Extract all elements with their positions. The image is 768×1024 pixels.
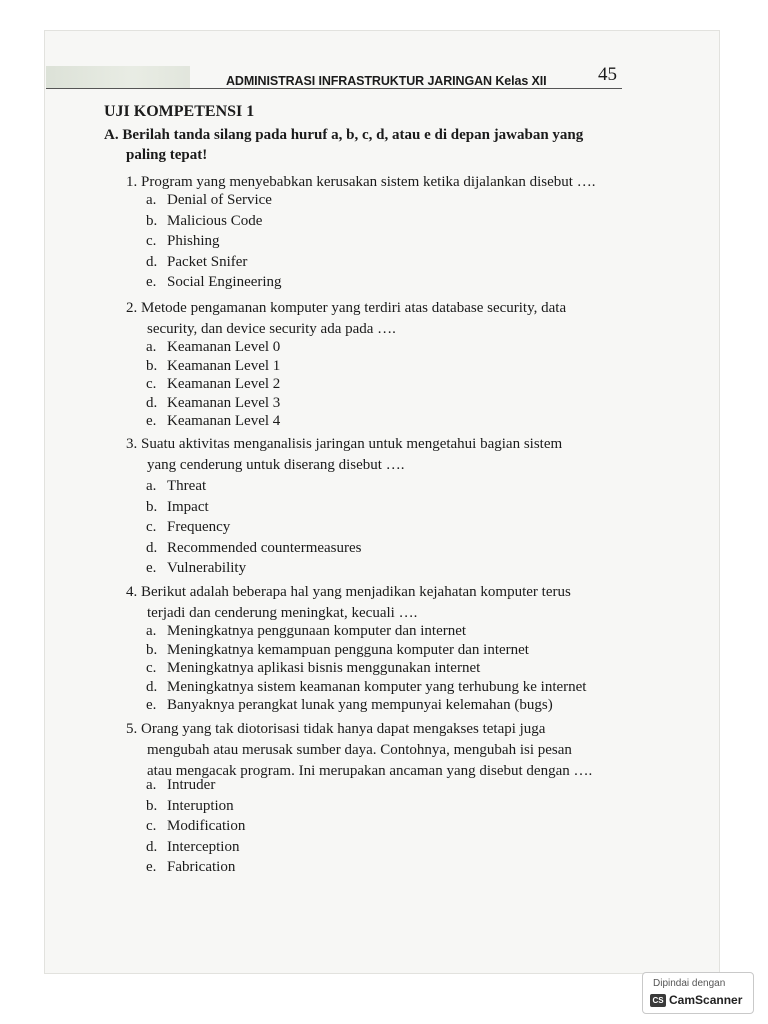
running-header: ADMINISTRASI INFRASTRUKTUR JARINGAN Kelas XII xyxy=(226,74,547,88)
question-4 xyxy=(126,582,618,624)
option-2d[interactable]: d. Keamanan Level 3 xyxy=(146,394,281,411)
camscanner-badge xyxy=(642,972,754,1014)
option-5b[interactable]: b. Interuption xyxy=(146,797,234,814)
scanner-brand: CamScanner xyxy=(669,993,743,1007)
question-5-options xyxy=(146,775,245,878)
option-4d[interactable]: d. Meningkatnya sistem keamanan komputer yang terhubung ke internet xyxy=(146,678,587,695)
question-2-options xyxy=(146,338,280,431)
question-5-stem-line-3: atau mengacak program. Ini merupakan ancaman yang disebut dengan …. xyxy=(147,763,593,779)
option-2a[interactable]: a. Keamanan Level 0 xyxy=(146,339,281,355)
option-1d[interactable]: d. Packet Snifer xyxy=(146,253,248,270)
question-4-options xyxy=(146,622,586,715)
option-1a[interactable]: a. Denial of Service xyxy=(146,192,272,208)
question-1-options xyxy=(146,190,282,293)
option-1c[interactable]: c. Phishing xyxy=(146,233,220,249)
option-4c[interactable]: c. Meningkatnya aplikasi bisnis menggunakan internet xyxy=(146,660,481,676)
camscanner-logo-icon: CS xyxy=(650,994,666,1007)
header-rule xyxy=(46,88,622,89)
question-5-stem-line-2: mengubah atau merusak sumber daya. Contohnya, mengubah isi pesan xyxy=(147,742,572,758)
option-5a[interactable]: a. Intruder xyxy=(146,777,216,793)
option-4e[interactable]: e. Banyaknya perangkat lunak yang mempunyai kelemahan (bugs) xyxy=(146,697,553,713)
option-3b[interactable]: b. Impact xyxy=(146,498,209,515)
question-3-options xyxy=(146,476,362,579)
option-4a[interactable]: a. Meningkatnya penggunaan komputer dan internet xyxy=(146,623,467,639)
question-4-stem-line-2: terjadi dan cenderung meningkat, kecuali …. xyxy=(147,605,418,621)
header-decoration xyxy=(46,66,190,88)
scanner-caption: Dipindai dengan xyxy=(653,978,726,989)
question-1-stem: 1. Program yang menyebabkan kerusakan sistem ketika dijalankan disebut …. xyxy=(126,174,596,190)
option-3e[interactable]: e. Vulnerability xyxy=(146,560,247,576)
question-3-stem-line-2: yang cenderung untuk diserang disebut …. xyxy=(147,457,405,473)
option-5e[interactable]: e. Fabrication xyxy=(146,859,236,875)
question-4-stem-line-1: 4. Berikut adalah beberapa hal yang menjadikan kejahatan komputer terus xyxy=(126,584,571,600)
option-3a[interactable]: a. Threat xyxy=(146,478,207,494)
question-2-stem-line-2: security, dan device security ada pada …. xyxy=(147,321,396,337)
question-2 xyxy=(126,298,618,340)
option-5c[interactable]: c. Modification xyxy=(146,818,246,834)
option-2c[interactable]: c. Keamanan Level 2 xyxy=(146,376,281,392)
page-number: 45 xyxy=(598,64,617,85)
option-5d[interactable]: d. Interception xyxy=(146,838,240,855)
instruction-line-1: A. Berilah tanda silang pada huruf a, b, c, d, atau e di depan jawaban yang xyxy=(104,127,584,143)
question-3-stem-line-1: 3. Suatu aktivitas menganalisis jaringan untuk mengetahui bagian sistem xyxy=(126,436,563,452)
option-4b[interactable]: b. Meningkatnya kemampuan pengguna komputer dan internet xyxy=(146,641,529,658)
option-3c[interactable]: c. Frequency xyxy=(146,519,231,535)
question-2-stem-line-1: 2. Metode pengamanan komputer yang terdiri atas database security, data xyxy=(126,300,567,316)
section-title: UJI KOMPETENSI 1 xyxy=(104,103,255,120)
option-3d[interactable]: d. Recommended countermeasures xyxy=(146,539,362,556)
option-1e[interactable]: e. Social Engineering xyxy=(146,274,282,290)
instruction xyxy=(104,125,628,165)
option-1b[interactable]: b. Malicious Code xyxy=(146,212,263,229)
option-2e[interactable]: e. Keamanan Level 4 xyxy=(146,413,281,429)
question-5 xyxy=(126,719,618,782)
question-5-stem-line-1: 5. Orang yang tak diotorisasi tidak hanya dapat mengakses tetapi juga xyxy=(126,721,546,737)
instruction-line-2: paling tepat! xyxy=(126,147,208,163)
option-2b[interactable]: b. Keamanan Level 1 xyxy=(146,357,281,374)
question-3 xyxy=(126,434,618,476)
